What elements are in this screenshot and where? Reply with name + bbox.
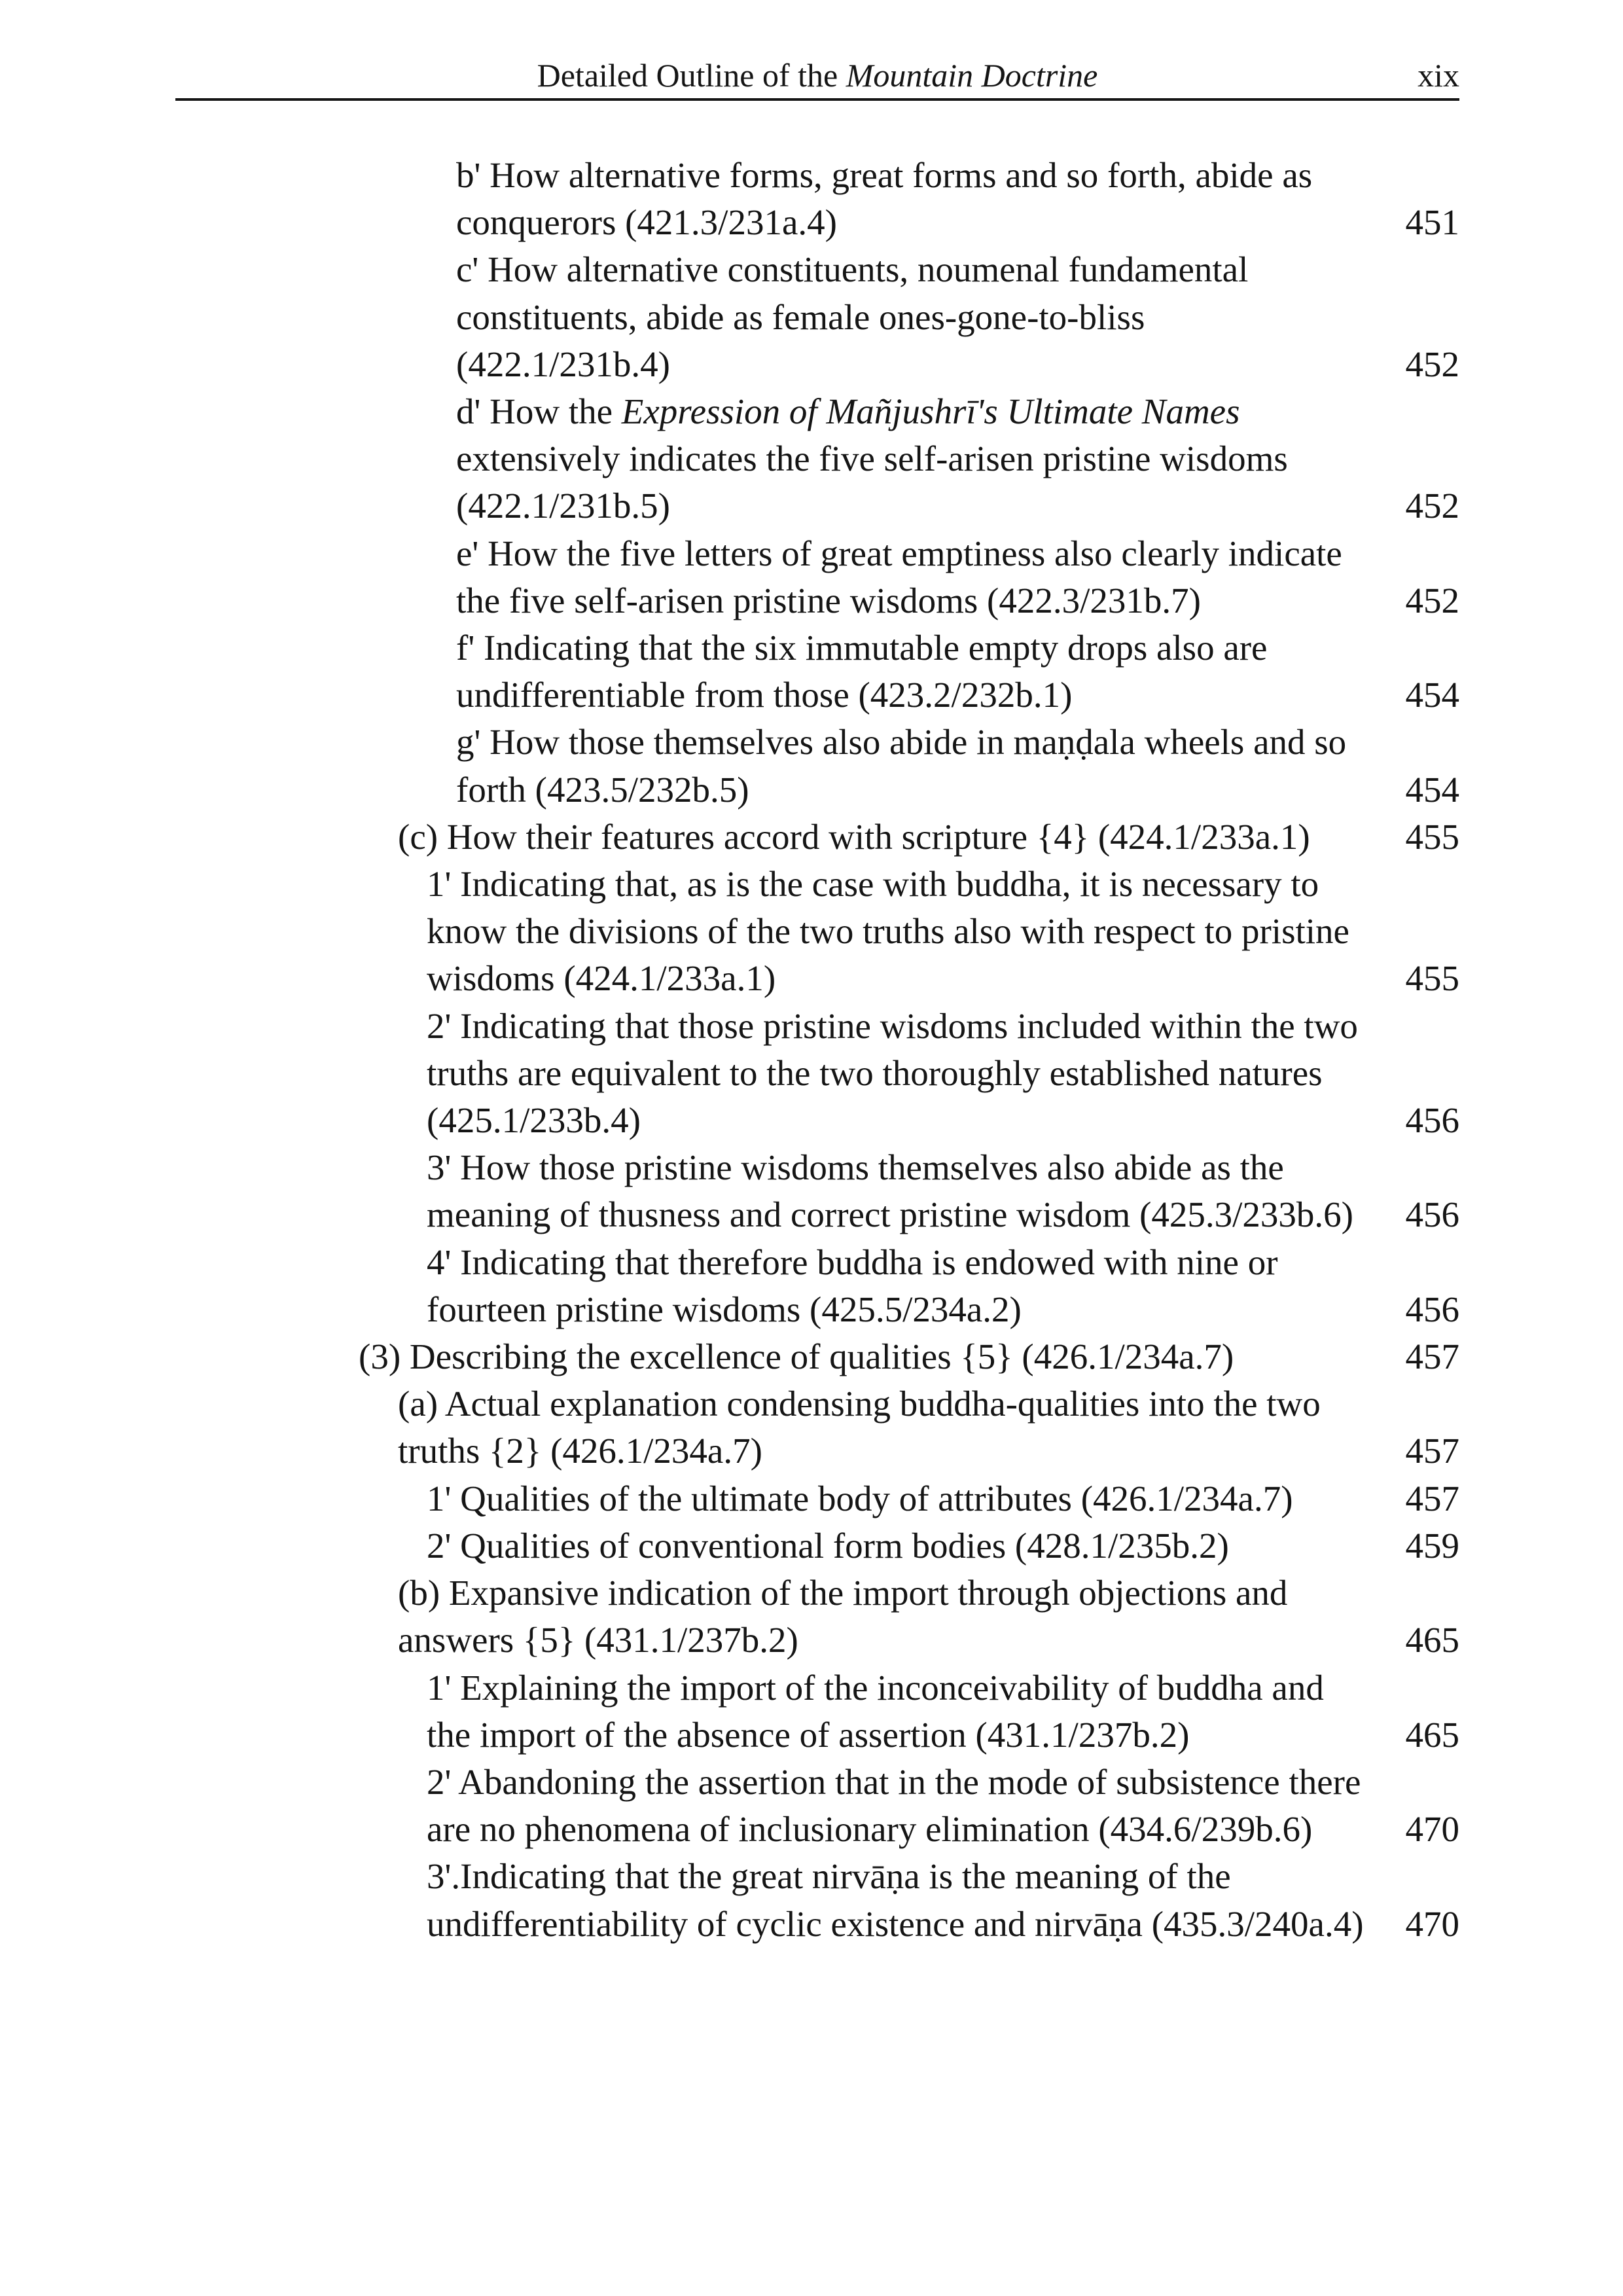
header-rule (175, 98, 1459, 101)
entry-text: (c) How their features accord with scripture {4} (424.1/233a.1) (398, 816, 1310, 857)
entry-text: g' How those themselves also abide in maṇḍala wheels and so forth (423.5/232b.5) (456, 722, 1347, 810)
entry-text: 2' Qualities of conventional form bodies (428.1/235b.2) (427, 1525, 1229, 1566)
outline-entry (0, 1570, 1623, 1664)
running-title (175, 54, 1459, 97)
entry-page-number: 455 (1405, 816, 1459, 857)
entry-text: 1' Indicating that, as is the case with buddha, it is necessary to know the divisions of the two truths also with respect to pristine wisdoms (424.1/233a.1) (427, 864, 1349, 999)
entry-text: f' Indicating that the six immutable empty drops also are undifferentiable from those (423.2/232b.1) (456, 628, 1268, 715)
outline-entry (0, 814, 1623, 861)
outline-entry (0, 1144, 1623, 1238)
entry-text: e' How the five letters of great emptiness also clearly indicate the five self-arisen pristine wisdoms (422.3/231b.7) (456, 533, 1342, 620)
entry-page-number: 470 (1405, 1809, 1459, 1850)
entry-text: (a) Actual explanation condensing buddha-qualities into the two truths {2} (426.1/234a.7) (398, 1384, 1321, 1471)
entry-page-number: 457 (1405, 1478, 1459, 1518)
outline-entry (0, 1333, 1623, 1380)
entry-text: 3'.Indicating that the great nirvāṇa is the meaning of the undifferentiability of cyclic existence and nirvāṇa (435.3/240a.4) (427, 1856, 1364, 1944)
entry-page-number: 457 (1405, 1336, 1459, 1377)
entry-page-number: 465 (1405, 1714, 1459, 1755)
outline-entry (0, 624, 1623, 719)
entry-page-number: 456 (1405, 1100, 1459, 1141)
entry-text-title: Expression of Mañjushrī's Ultimate Names (621, 391, 1240, 432)
outline-entry (0, 1759, 1623, 1853)
entry-page-number: 459 (1405, 1525, 1459, 1566)
entry-page-number: 454 (1405, 675, 1459, 715)
entry-page-number: 456 (1405, 1289, 1459, 1329)
outline-entry (0, 1664, 1623, 1759)
outline-entry (0, 1475, 1623, 1522)
entry-text: 4' Indicating that therefore buddha is endowed with nine or fourteen pristine wisdoms (425.5/234a.2) (427, 1242, 1278, 1329)
entry-page-number: 457 (1405, 1431, 1459, 1471)
outline-entry (0, 719, 1623, 813)
outline-entry (0, 388, 1623, 530)
entry-text: (b) Expansive indication of the import through objections and answers {5} (431.1/237b.2) (398, 1573, 1288, 1660)
entry-page-number: 456 (1405, 1194, 1459, 1235)
entry-page-number: 452 (1405, 344, 1459, 384)
entry-text: 1' Explaining the import of the inconceivability of buddha and the import of the absence of assertion (431.1/237b.2) (427, 1667, 1324, 1755)
entry-page-number: 452 (1405, 486, 1459, 526)
entry-page-number: 451 (1405, 202, 1459, 243)
outline-entry (0, 152, 1623, 246)
entry-page-number: 470 (1405, 1903, 1459, 1944)
entry-page-number: 465 (1405, 1620, 1459, 1660)
running-title-italic: Mountain Doctrine (846, 57, 1098, 94)
outline-entry (0, 1239, 1623, 1333)
entry-text: 1' Qualities of the ultimate body of attributes (426.1/234a.7) (427, 1478, 1293, 1518)
running-head (175, 54, 1459, 99)
outline-entry (0, 861, 1623, 1003)
outline-entry (0, 246, 1623, 388)
outline-entry (0, 530, 1623, 624)
entry-page-number: 455 (1405, 958, 1459, 999)
entry-page-number: 454 (1405, 769, 1459, 810)
outline-entry (0, 1853, 1623, 1947)
entry-text: b' How alternative forms, great forms and so forth, abide as conquerors (421.3/231a.4) (456, 155, 1313, 243)
entry-text: 2' Abandoning the assertion that in the mode of subsistence there are no phenomena of inclusionary elimination (434.6/239b.6) (427, 1761, 1361, 1850)
page-folio: xix (1418, 57, 1459, 94)
entry-text-before: d' How the (456, 391, 613, 432)
entry-text: c' How alternative constituents, noumenal fundamental constituents, abide as female ones-gone-to-bliss (422.1/231b.4) (456, 249, 1249, 384)
outline-entry (0, 1003, 1623, 1145)
entry-text: 2' Indicating that those pristine wisdoms included within the two truths are equivalent to the two thoroughly established natures (425.1/233b.4) (427, 1005, 1358, 1141)
entry-text-after: extensively indicates the five self-arisen pristine wisdoms (422.1/231b.5) (456, 439, 1288, 526)
running-title-prefix: Detailed Outline of the (537, 57, 838, 94)
outline-entry (0, 1522, 1623, 1570)
outline-entry (0, 1380, 1623, 1475)
outline-list (0, 152, 1623, 1948)
entry-text: (3) Describing the excellence of qualities {5} (426.1/234a.7) (359, 1336, 1234, 1377)
entry-text (456, 388, 1368, 530)
entry-text: 3' How those pristine wisdoms themselves also abide as the meaning of thusness and correct pristine wisdom (425.3/233b.6) (427, 1147, 1353, 1235)
entry-page-number: 452 (1405, 580, 1459, 620)
